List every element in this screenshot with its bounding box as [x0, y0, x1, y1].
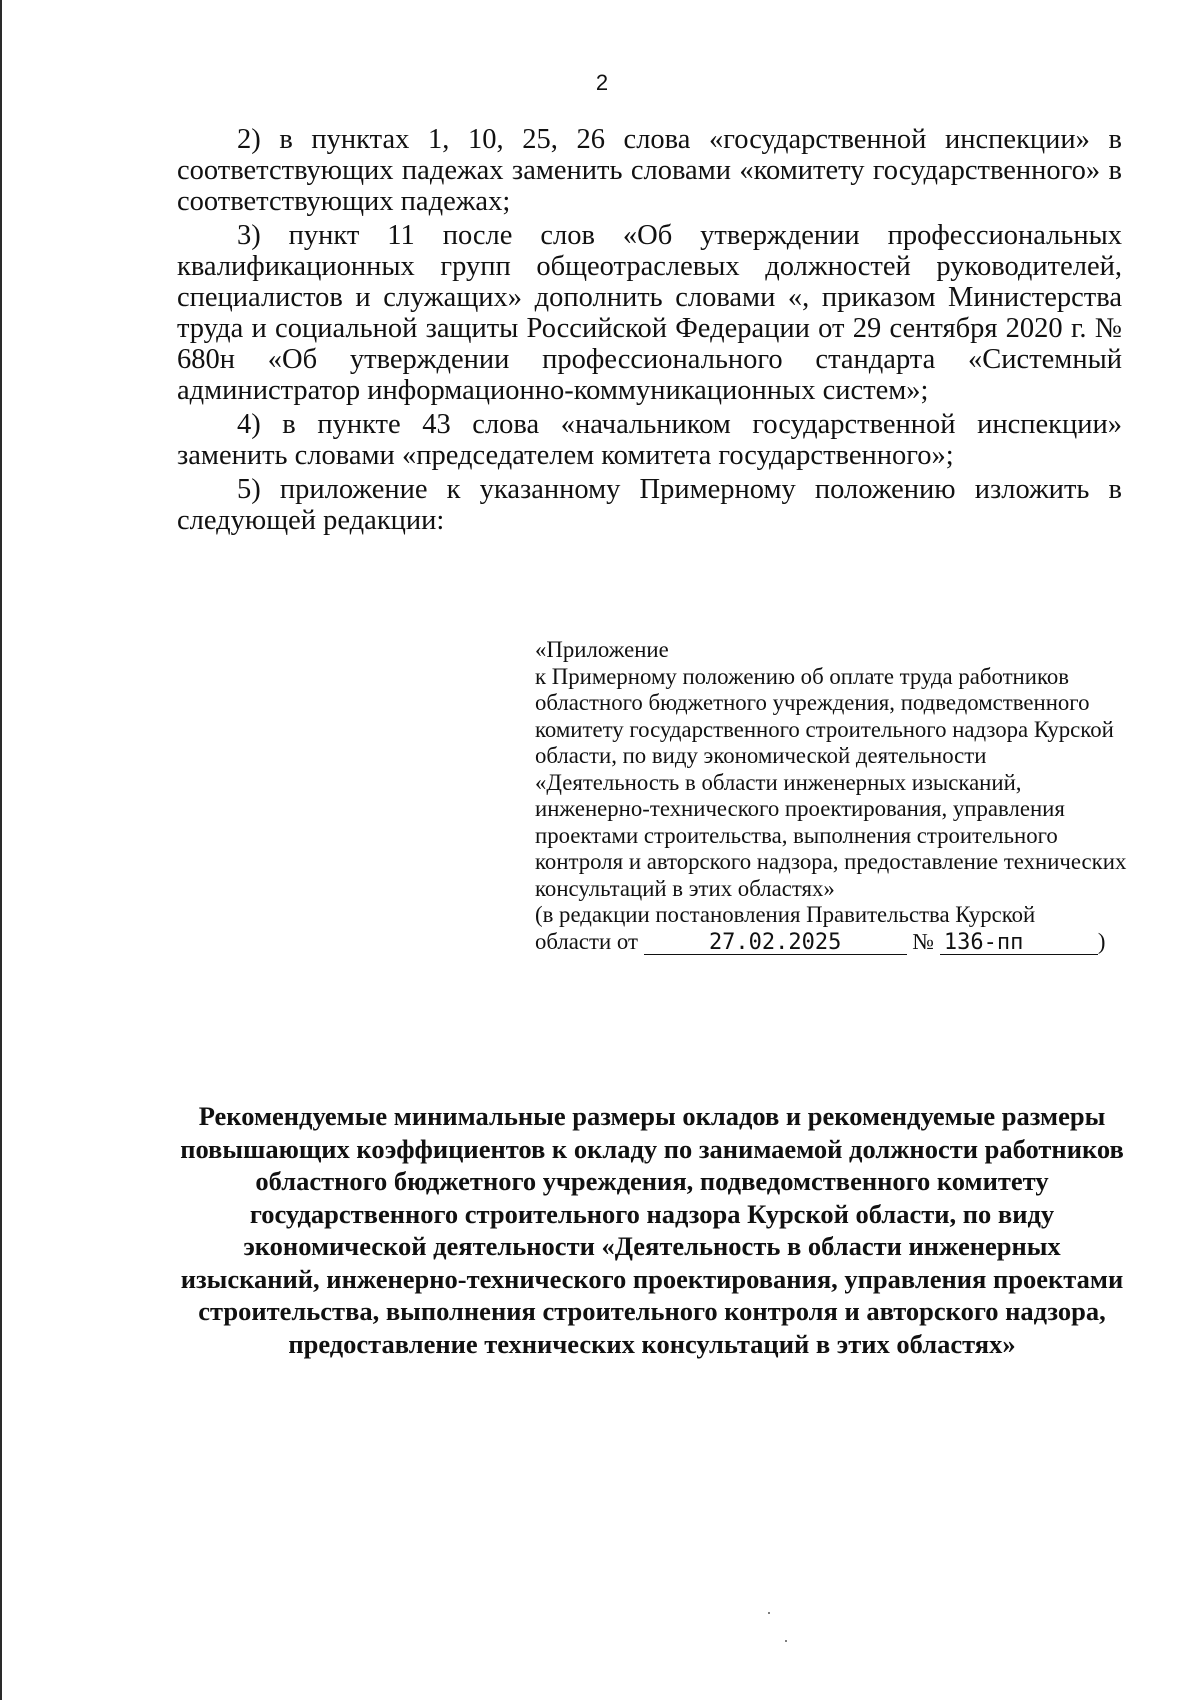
- scan-artifact: [785, 1640, 787, 1642]
- appendix-body: к Примерному положению об оплате труда работников областного бюджетного учреждения, подведомственного комитету государственного строительного надзора Курской области, по виду экономической деятельности «Деятельность в области инженерных изысканий, инженерно-технического проектирования, управления проектами строительства, выполнения строительного контроля и авторского надзора, предоставление технических консультаций в этих областях»: [535, 663, 1127, 901]
- appendix-block: [535, 637, 1135, 955]
- amendment-item-2: 2) в пунктах 1, 10, 25, 26 слова «государственной инспекции» в соответствующих падежах заменить словами «комитету государственного» в соответствующих падежах;: [177, 124, 1122, 217]
- closing-parenthesis: ): [1097, 928, 1106, 954]
- appendix-date-line: [535, 929, 1135, 956]
- scan-artifact: [768, 1612, 770, 1614]
- amendment-list: [177, 124, 1122, 539]
- number-prefix: №: [912, 928, 935, 954]
- amendment-item-5: 5) приложение к указанному Примерному положению изложить в следующей редакции:: [177, 474, 1122, 536]
- appendix-heading: «Приложение: [535, 637, 669, 662]
- date-field: 27.02.2025: [644, 932, 907, 955]
- document-title: Рекомендуемые минимальные размеры окладов и рекомендуемые размеры повышающих коэффициентов к окладу по занимаемой должности работников областного бюджетного учреждения, подведомственного комитету государственного строительного надзора Курской области, по виду экономической деятельности «Деятельность в области инженерных изысканий, инженерно-технического проектирования, управления проектами строительства, выполнения строительного контроля и авторского надзора, предоставление технических консультаций в этих областях»: [180, 1101, 1124, 1359]
- appendix-edition-line: (в редакции постановления Правительства Курской: [535, 902, 1036, 927]
- date-prefix: области от: [535, 928, 638, 954]
- amendment-item-4: 4) в пункте 43 слова «начальником государственной инспекции» заменить словами «председателем комитета государственного»;: [177, 409, 1122, 471]
- amendment-item-3: 3) пункт 11 после слов «Об утверждении профессиональных квалификационных групп общеотраслевых должностей руководителей, специалистов и служащих» дополнить словами «, приказом Министерства труда и социальной защиты Российской Федерации от 29 сентября 2020 г. № 680н «Об утверждении профессионального стандарта «Системный администратор информационно-коммуникационных систем»;: [177, 220, 1122, 406]
- number-field: 136-пп: [940, 932, 1098, 955]
- page-number: 2: [595, 70, 609, 95]
